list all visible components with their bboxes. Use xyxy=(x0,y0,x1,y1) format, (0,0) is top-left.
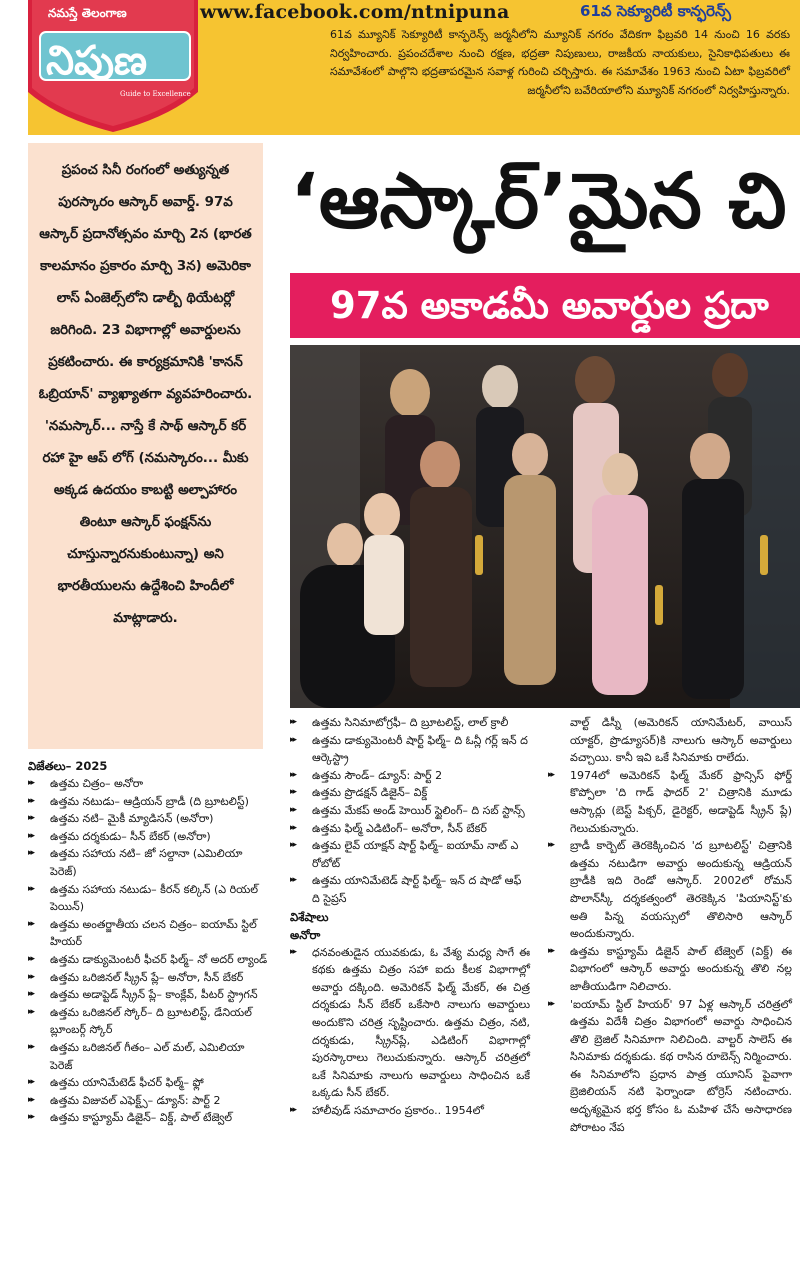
winner-item: ▸▸ ఉత్తమ కాస్ట్యూమ్ డిజైన్– విక్డ్, పాల్ టేజ్వెల్ xyxy=(28,1109,268,1127)
highlights-heading: విశేషాలు xyxy=(290,909,329,924)
highlights-subheading: అనోరా xyxy=(290,927,321,942)
intro-text: ప్రపంచ సినీ రంగంలో అత్యున్నత పురస్కారం ఆస్కార్ అవార్డ్. 97వ ఆస్కార్ ప్రదానోత్సవం మార్చి 2న (భారత కాలమానం ప్రకారం మార్చి 3న) అమెరికా లాస్ ఏంజెల్స్‌లోని డాల్బీ థియేటర్లో జరిగింది. 23 విభాగాల్లో అవార్డులను ప్రకటించారు. ఈ కార్యక్రమానికి 'కానన్ ఓబ్రియాన్' వ్యాఖ్యాతగా వ్యవహరించారు. 'నమస్కార్... నాస్తే కే సాథ్ ఆస్కార్ కర్ రహా హై ఆప్ లోగ్ (నమస్కారం... మీకు అక్కడ ఉదయం కాబట్టి అల్పాహారం తింటూ ఆస్కార్ ఫంక్షన్‌ను చూస్తున్నారనుకుంటున్నా) అని భారతీయులను ఉద్దేశించి హిందీలో మాట్లాడారు. xyxy=(38,163,253,626)
winner-item: ▸▸ ఉత్తమ విజువల్ ఎఫెక్ట్స్– డ్యూన్: పార్ట్ 2 xyxy=(28,1092,268,1110)
winner-item: ▸▸ ఉత్తమ అడాప్టెడ్ స్క్రీన్ ప్లే– కాంక్లేవ్, పీటర్ స్ట్రాగన్ xyxy=(28,986,268,1004)
highlight-point: ▸▸ 1974లో అమెరికన్ ఫిల్మ్ మేకర్ ఫ్రాన్సిస్ ఫోర్డ్ కొప్పోలా 'ది గాడ్ ఫాదర్ 2' చిత్రానికి మూడు ఆస్కార్లు (బెస్ట్ పిక్చర్, డైరెక్టర్, అడాప్టెడ్ స్క్రీన్ ప్లే) గెలుచుకున్నారు. xyxy=(548,767,792,837)
facebook-url[interactable]: www.facebook.com/ntnipuna xyxy=(200,1,510,23)
subheadline-text: 97వ అకాడమీ అవార్డుల ప్రదా xyxy=(330,284,769,327)
conference-title: 61వ సెక్యూరిటీ కాన్ఫరెన్స్ xyxy=(580,2,731,20)
winner-item: ▸▸ ఉత్తమ ఒరిజినల్ స్కోర్– ది బ్రూటలిస్ట్, డేనియల్ బ్లూంబర్గ్ స్కోర్ xyxy=(28,1004,268,1039)
highlight-point: ▸▸ ఉత్తమ కాస్ట్యూమ్ డిజైన్ పాల్ టేజ్వెల్ (విక్డ్) ఈ విభాగంలో ఆస్కార్ అవార్డు అందుకున్న తొలి నల్ల జాతీయుడిగా నిలిచారు. xyxy=(548,943,792,996)
nipuna-logo-badge xyxy=(28,0,198,135)
winner-item: ▸▸ ఉత్తమ దర్శకుడు– సీన్ బేకర్ (అనోరా) xyxy=(28,828,268,846)
winner-item: ▸▸ ఉత్తమ యానిమేటెడ్ షార్ట్ ఫిల్మ్– ఇన్ ద షాడో ఆఫ్ ది సైప్రస్ xyxy=(290,872,530,907)
winner-item: ▸▸ ఉత్తమ ప్రొడక్షన్ డిజైన్– విక్డ్ xyxy=(290,784,530,802)
winner-item: ▸▸ ఉత్తమ సహాయ నటుడు– కీరన్ కల్కిన్ (ఎ రియల్ పెయిన్) xyxy=(28,881,268,916)
winner-item: ▸▸ ఉత్తమ సహాయ నటి– జో సల్దానా (ఎమిలియా పెరెజ్) xyxy=(28,845,268,880)
highlight-point: ▸▸ హాలీవుడ్ సమాచారం ప్రకారం.. 1954లో xyxy=(290,1102,530,1120)
winners-column-1 xyxy=(28,757,268,1127)
highlight-point: ▸▸ బ్రాడీ కార్బెట్ తెరకెక్కించిన 'ద బ్రూటలిస్ట్' చిత్రానికి ఉత్తమ నటుడిగా అవార్డు అందుకున్న ఆడ్రియన్ బ్రాడీకి ఇది రెండో ఆస్కార్. 2002లో రోమన్ పొలాన్‌స్కీ దర్శకత్వంలో తెరకెక్కిన 'పియానిస్ట్'కు అతి పిన్న వయస్సులో తొలిసారి ఆస్కార్ అందుకున్నారు. xyxy=(548,837,792,943)
highlight-point: ▸▸ ధనవంతుడైన యువకుడు, ఓ వేశ్య మధ్య సాగే ఈ కథకు ఉత్తమ చిత్రం సహా ఐదు కీలక విభాగాల్లో అవార్డు దక్కింది. అమెరికన్ ఫిల్మ్ మేకర్, ఈ చిత్ర దర్శకుడు సీన్ బేకర్ ఒకేసారి నాలుగు అవార్డులు అందుకొని చరిత్ర సృష్టించారు. ఉత్తమ చిత్రం, నటి, దర్శకుడు, స్క్రీన్‌ప్లే, ఎడిటింగ్ విభాగాల్లో పురస్కారాలు గెలుచుకున్నారు. ఆస్కార్ చరిత్రలో ఒకే సినిమాకు నాలుగు అవార్డులు సాధించిన ఒకే ఒక్కడు సీన్ బేకర్. xyxy=(290,944,530,1102)
winner-item: ▸▸ ఉత్తమ డాక్యుమెంటరీ షార్ట్ ఫిల్మ్– ది ఓన్లీ గర్ల్ ఇన్ ద ఆర్కెస్ట్రా xyxy=(290,732,530,767)
intro-box xyxy=(28,143,263,749)
photo-illustration xyxy=(290,345,800,708)
winner-item: ▸▸ ఉత్తమ మేకప్ అండ్ హెయిర్ స్టైలింగ్– ది సబ్ స్టాన్స్ xyxy=(290,802,530,820)
winner-item: ▸▸ ఉత్తమ లైవ్ యాక్షన్ షార్ట్ ఫిల్మ్– ఐయామ్ నాట్ ఎ రోబోట్ xyxy=(290,837,530,872)
winner-item: ▸▸ ఉత్తమ ఫిల్మ్ ఎడిటింగ్– అనోరా, సీన్ బేకర్ xyxy=(290,820,530,838)
winner-item: ▸▸ ఉత్తమ నటుడు– ఆడ్రియన్ బ్రాడీ (ది బ్రూటలిస్ట్) xyxy=(28,793,268,811)
winner-item: ▸▸ ఉత్తమ యానిమేటెడ్ ఫీచర్ ఫిల్మ్– ఫ్లో xyxy=(28,1074,268,1092)
winner-item: ▸▸ ఉత్తమ డాక్యుమెంటరీ ఫీచర్ ఫిల్మ్– నో అదర్ ల్యాండ్ xyxy=(28,951,268,969)
brand-subtitle: Guide to Excellence xyxy=(120,90,191,98)
winner-item: ▸▸ ఉత్తమ సినిమాటోగ్రఫీ– ది బ్రూటలిస్ట్, లాల్ క్రాలీ xyxy=(290,714,530,732)
conference-text: 61వ మ్యూనిక్ సెక్యూరిటీ కాన్ఫరెన్స్ జర్మనీలోని మ్యూనిక్ నగరం వేదికగా ఫిబ్రవరి 14 నుంచి 16 వరకు నిర్వహించారు. ప్రపంచదేశాల నుంచి రక్షణ, భద్రతా నిపుణులు, రాజకీయ నాయకులు, సైనికాధిపతులు ఈ సమావేశంలో పాల్గొని భద్రతాపరమైన సవాళ్ల గురించి చర్చిస్తారు. ఈ సమావేశం 1963 నుంచి ఏటా ఫిబ్రవరిలో జర్మనీలోని బవేరియాలోని మ్యూనిక్ నగరంలో నిర్వహిస్తున్నారు. xyxy=(330,28,790,97)
headline-title: ‘ఆస్కార్’మైన చి xyxy=(290,156,787,245)
winner-item: ▸▸ ఉత్తమ నటి– మైకీ మ్యాడిసన్ (అనోరా) xyxy=(28,810,268,828)
top-banner xyxy=(0,0,800,135)
winners-column-2 xyxy=(290,714,530,1119)
subheadline-bar xyxy=(290,273,800,338)
brand-name: నిపుణ xyxy=(46,38,148,84)
winner-item: ▸▸ ఉత్తమ చిత్రం– అనోరా xyxy=(28,775,268,793)
winners-heading: విజేతలు– 2025 xyxy=(28,759,108,773)
oscar-winners-photo xyxy=(290,345,800,708)
winner-item: ▸▸ ఉత్తమ అంతర్జాతీయ చలన చిత్రం– ఐయామ్ స్టిల్ హియర్ xyxy=(28,916,268,951)
highlight-continuation: వాల్ట్ డిస్నీ (అమెరికన్ యానిమేటర్, వాయిస్ యాక్టర్, ప్రొడ్యూసర్)కి నాలుగు ఆస్కార్ అవార్డులు వచ్చాయి. కానీ ఇవి ఒకే సినిమాకు రాలేదు. xyxy=(570,716,792,765)
winner-item: ▸▸ ఉత్తమ ఒరిజినల్ గీతం– ఎల్ మల్, ఎమిలియా పెరెజ్ xyxy=(28,1039,268,1074)
highlight-point: ▸▸ 'ఐయామ్ స్టిల్ హియర్' 97 ఏళ్ల ఆస్కార్ చరిత్రలో ఉత్తమ విదేశీ చిత్రం విభాగంలో అవార్డు సాధించిన తొలి బ్రెజిల్ సినిమాగా నిలిచింది. వాల్టర్ సాలెస్ ఈ సినిమాకు దర్శకుడు. కథ రాసిన రూబెన్స్ నిర్మించారు. ఈ సినిమాలోని ప్రధాన పాత్ర యూనిస్ పైవాగా బ్రెజిలియన్ నటి ఫెర్నాండా టోర్రెస్ నటించారు. అదృశ్యమైన భర్త కోసం ఓ మహిళ చేసే అసాధారణ పోరాటం నేప xyxy=(548,996,792,1137)
winner-item: ▸▸ ఉత్తమ సౌండ్– డ్యూన్: పార్ట్ 2 xyxy=(290,767,530,785)
winner-item: ▸▸ ఉత్తమ ఒరిజినల్ స్క్రీన్ ప్లే– అనోరా, సీన్ బేకర్ xyxy=(28,969,268,987)
brand-tagline: నమస్తే తెలంగాణ xyxy=(48,6,127,20)
highlights-column-3 xyxy=(548,714,792,1136)
